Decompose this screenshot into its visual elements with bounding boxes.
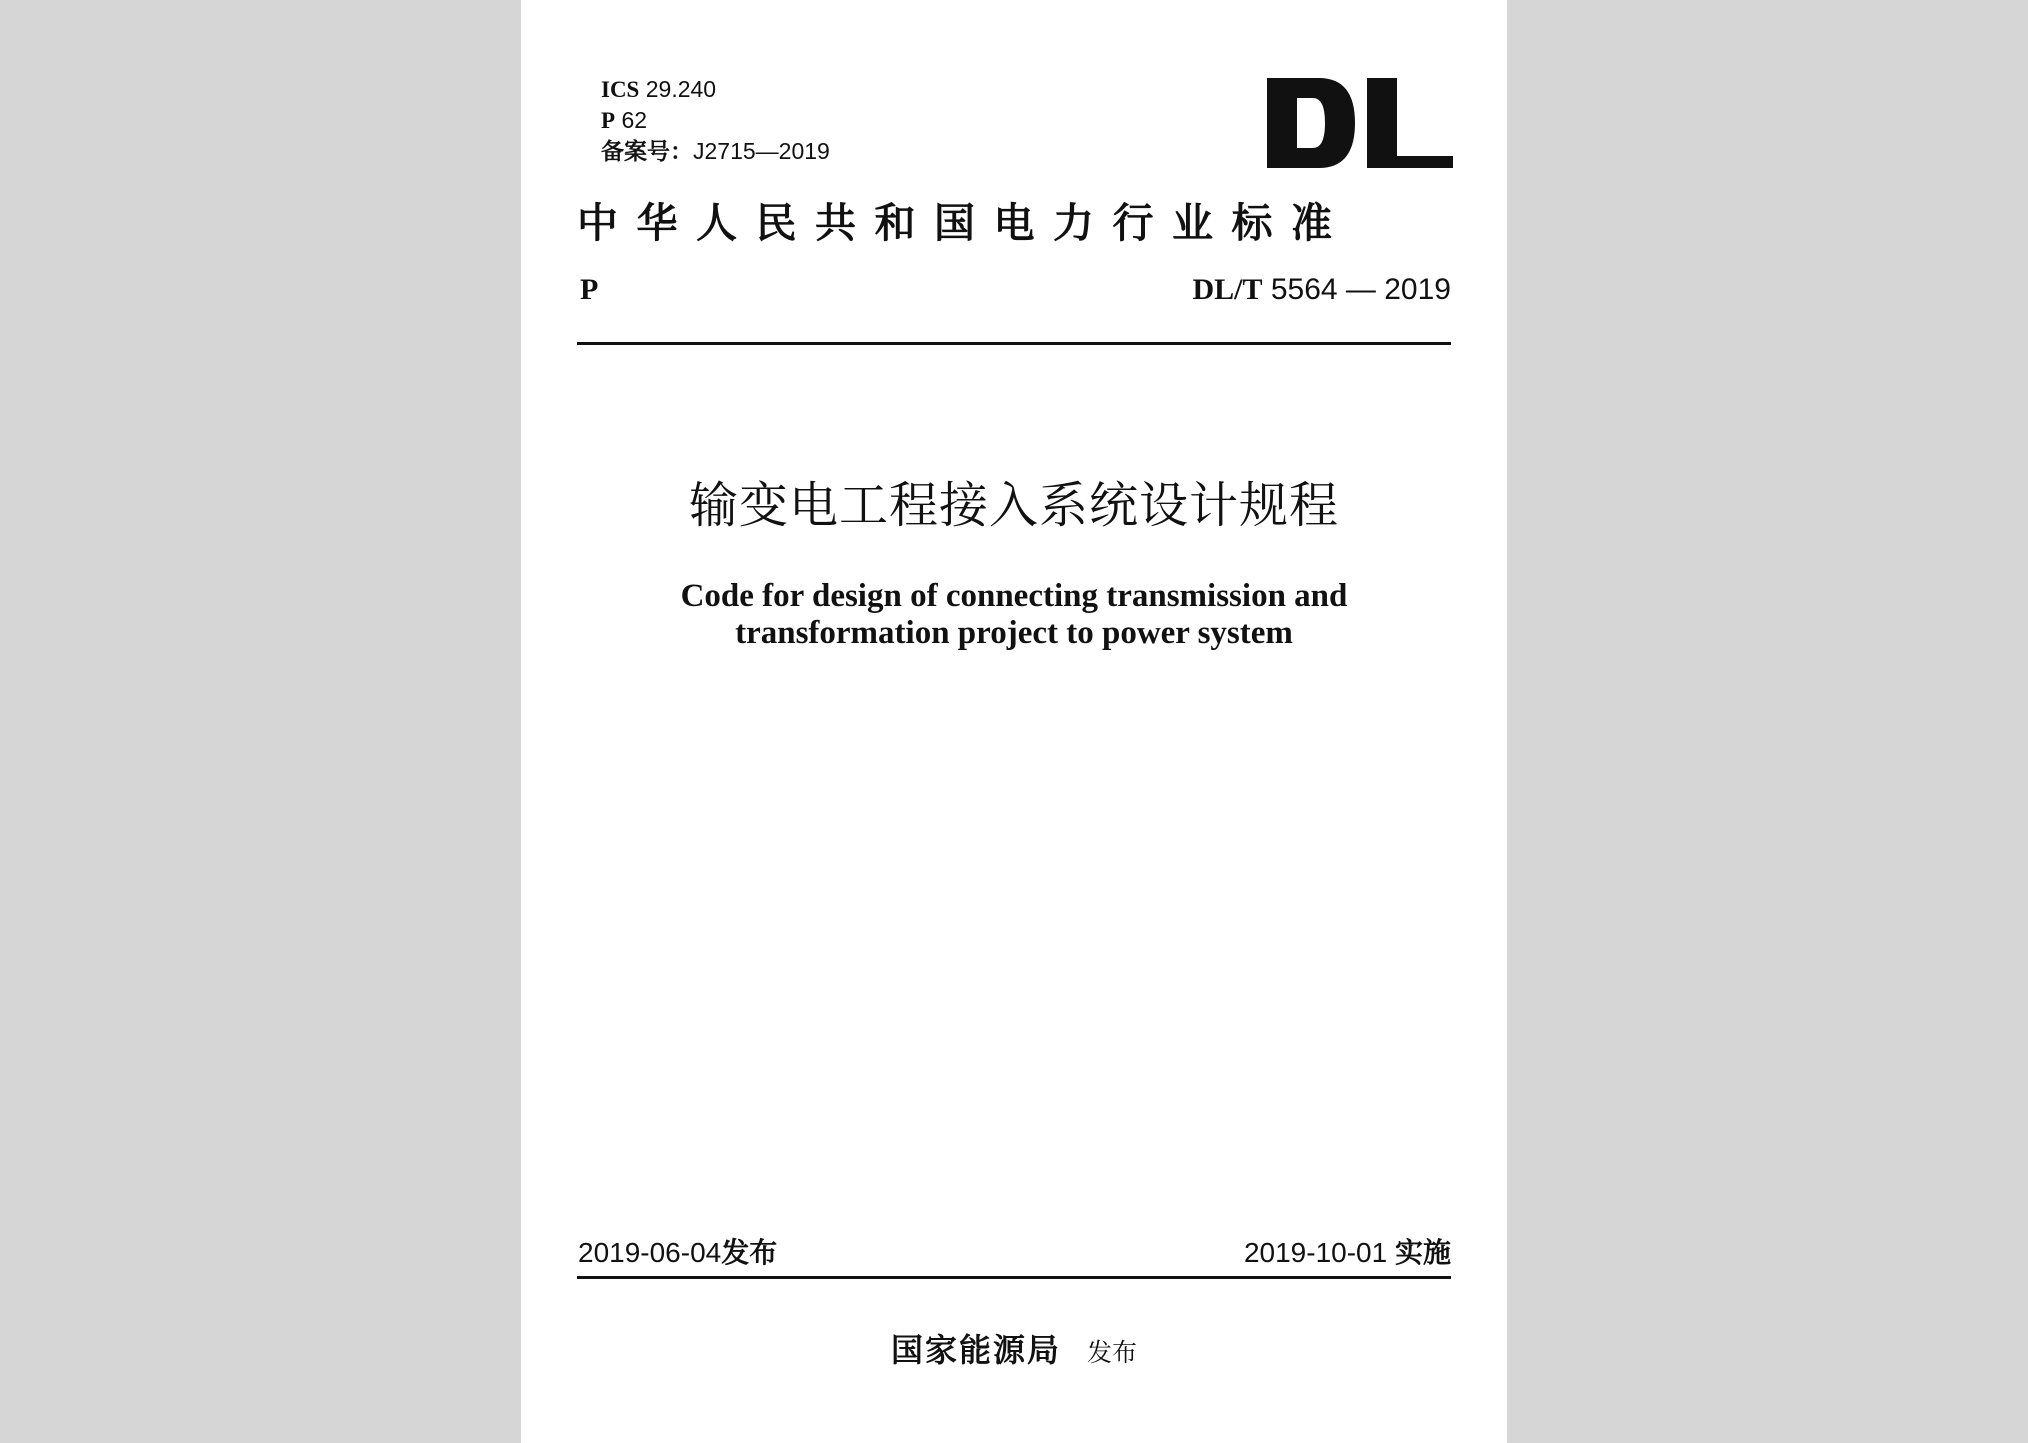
- classification-letter: P: [580, 273, 599, 306]
- ics-label: ICS: [601, 77, 640, 102]
- header-metadata: [601, 74, 830, 167]
- filing-label: 备案号：: [601, 139, 693, 165]
- filing-line: [601, 136, 830, 167]
- issue-date: 2019-06-04: [578, 1237, 722, 1268]
- ics-code: 29.240: [645, 76, 717, 102]
- implementation-date: 2019-10-01: [1243, 1237, 1388, 1268]
- standard-number: [1192, 272, 1451, 308]
- implementation-label: 实施: [1394, 1236, 1451, 1269]
- title-english-line2: transformation project to power system: [735, 615, 1293, 651]
- title-english-line1: Code for design of connecting transmission and: [680, 578, 1348, 614]
- dl-logo: [1267, 78, 1453, 168]
- title-english: [521, 578, 1507, 652]
- top-divider: [577, 342, 1451, 345]
- issue-date-line: [578, 1235, 777, 1271]
- publisher-line: [521, 1325, 1507, 1371]
- bottom-divider: [577, 1276, 1451, 1279]
- title-chinese: 输变电工程接入系统设计规程: [688, 477, 1339, 534]
- filing-number: J2715—2019: [693, 138, 830, 164]
- publisher-organization: 国家能源局: [890, 1331, 1061, 1369]
- ccs-line: [601, 105, 830, 136]
- document-cover-page: [521, 0, 1507, 1443]
- issue-label: 发布: [721, 1236, 778, 1269]
- ccs-label: P: [601, 108, 616, 133]
- standard-category-title: 中华人民共和国电力行业标准: [577, 199, 1351, 247]
- standard-number-prefix: DL/T: [1192, 273, 1263, 306]
- ccs-code: 62: [621, 107, 648, 133]
- ics-line: [601, 74, 830, 105]
- implementation-date-line: [1244, 1235, 1451, 1271]
- publisher-action: 发布: [1087, 1338, 1138, 1367]
- standard-number-value: 5564 — 2019: [1270, 273, 1451, 306]
